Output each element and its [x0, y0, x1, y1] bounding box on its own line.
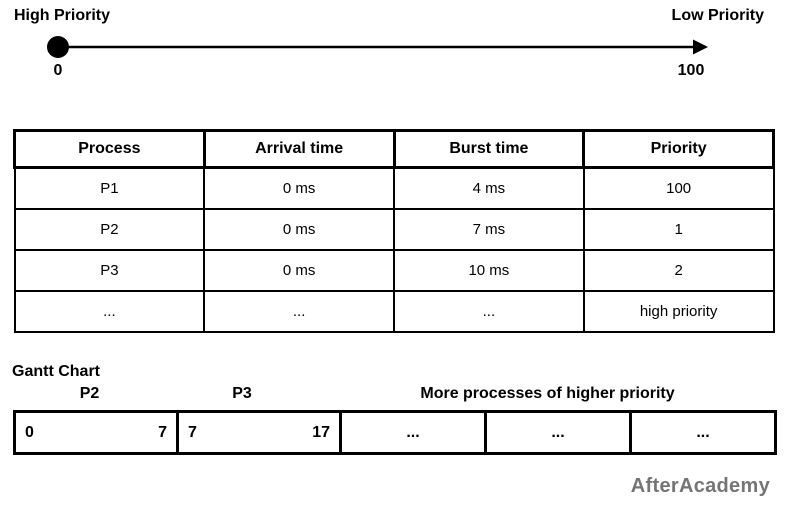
- column-header-arrival-time: Arrival time: [204, 131, 394, 168]
- gantt-segment-more-1: [342, 413, 487, 452]
- gantt-label-p2: P2: [79, 385, 100, 402]
- table-cell: 10 ms: [394, 250, 584, 291]
- segment-end-time: 7: [158, 423, 167, 441]
- table-cell: 0 ms: [204, 168, 394, 210]
- table-cell: P1: [15, 168, 205, 210]
- table-cell: 100: [584, 168, 774, 210]
- gantt-segment-p3: [179, 413, 342, 452]
- gantt-label-more-processes: More processes of higher priority: [420, 385, 675, 402]
- table-cell: P3: [15, 250, 205, 291]
- high-priority-label: High Priority: [14, 7, 111, 24]
- table-cell: P2: [15, 209, 205, 250]
- table-cell: ...: [204, 291, 394, 332]
- gantt-segment-more-2: [487, 413, 632, 452]
- table-cell: 0 ms: [204, 250, 394, 291]
- gantt-segment-p2: [16, 413, 179, 452]
- afteracademy-watermark: AfterAcademy: [630, 475, 770, 497]
- table-cell: 7 ms: [394, 209, 584, 250]
- gantt-chart-title: Gantt Chart: [12, 363, 100, 380]
- table-cell: 0 ms: [204, 209, 394, 250]
- segment-ellipsis: ...: [406, 423, 420, 441]
- process-table-body: [15, 168, 774, 333]
- axis-max-value: 100: [677, 62, 705, 79]
- segment-ellipsis: ...: [551, 423, 565, 441]
- table-cell: high priority: [584, 291, 774, 332]
- column-header-process: Process: [15, 131, 205, 168]
- table-cell: 1: [584, 209, 774, 250]
- table-row: [15, 250, 774, 291]
- table-row: [15, 291, 774, 332]
- table-cell: ...: [394, 291, 584, 332]
- table-row: [15, 209, 774, 250]
- table-row: [15, 168, 774, 210]
- axis-start-dot-icon: [47, 36, 69, 58]
- table-cell: 2: [584, 250, 774, 291]
- segment-start-time: 7: [188, 423, 197, 441]
- gantt-segment-labels: [13, 385, 777, 403]
- segment-end-time: 17: [312, 423, 330, 441]
- column-header-burst-time: Burst time: [394, 131, 584, 168]
- column-header-priority: Priority: [584, 131, 774, 168]
- table-cell: 4 ms: [394, 168, 584, 210]
- gantt-label-p3: P3: [232, 385, 252, 402]
- gantt-segment-more-3: [632, 413, 774, 452]
- low-priority-label: Low Priority: [671, 7, 764, 24]
- gantt-bar: [13, 410, 777, 455]
- priority-axis-arrow-icon: [0, 34, 789, 64]
- table-cell: ...: [15, 291, 205, 332]
- table-header-row: [15, 131, 774, 168]
- segment-ellipsis: ...: [696, 423, 710, 441]
- axis-min-value: 0: [53, 62, 63, 79]
- process-table-header: [15, 131, 774, 168]
- segment-start-time: 0: [25, 423, 34, 441]
- process-table: [13, 129, 775, 333]
